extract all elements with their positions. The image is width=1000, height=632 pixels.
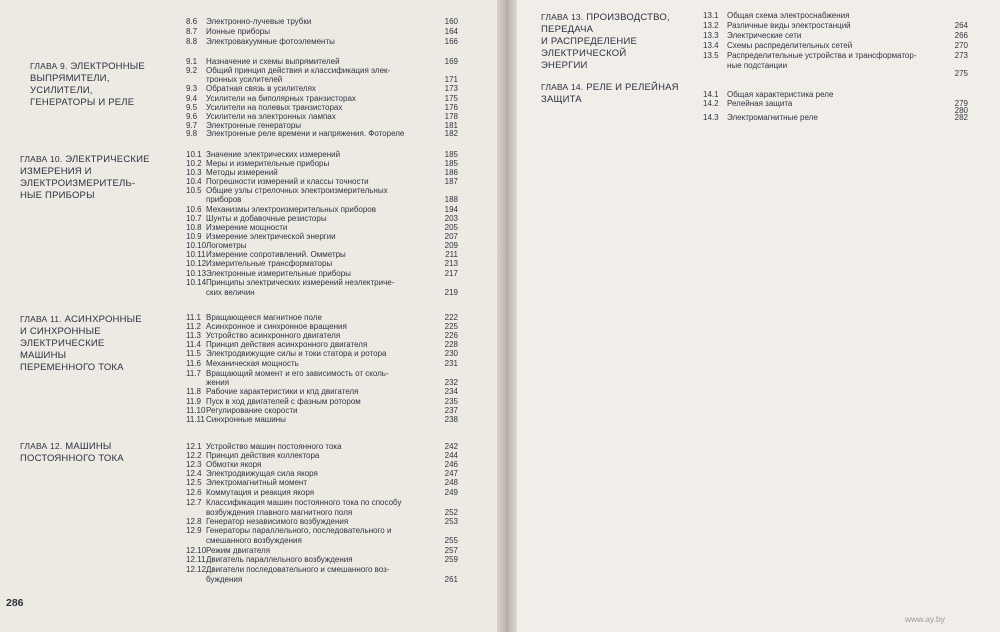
chapter-title: ПРОИЗВОДСТВО, ПЕРЕДАЧА И РАСПРЕДЕЛЕНИЕ ЭЛЕКТРИЧЕСКОЙ ЭНЕРГИИ <box>541 12 670 71</box>
entry-page: 264 <box>954 21 968 30</box>
entry-title: Различные виды электростанций <box>727 21 851 30</box>
entry-title: Принципы электрических измерений неэлектриче- <box>206 278 395 287</box>
entry-title: Асинхронное и синхронное вращения <box>206 322 347 331</box>
chapter-label: ГЛАВА 12. <box>20 441 63 451</box>
entry-number: 13.3 <box>703 31 719 40</box>
entry-number: 12.1 <box>186 442 202 451</box>
entry-number: 11.8 <box>186 387 201 396</box>
chapter-heading <box>20 153 150 202</box>
entry-number: 8.8 <box>186 37 198 46</box>
entry-number: 13.5 <box>703 51 719 60</box>
entry-title: Измерительные трансформаторы <box>206 259 333 268</box>
entry-title: Рабочие характеристики и кпд двигателя <box>206 387 359 396</box>
entry-title: Электронно-лучевые трубки <box>206 17 312 26</box>
toc-entry <box>703 113 968 123</box>
entry-title: Усилители на электронных лампах <box>206 112 336 121</box>
entry-number: 10.12 <box>186 259 207 268</box>
entry-title: Вращающееся магнитное поле <box>206 313 322 322</box>
entry-title: Двигатель параллельного возбуждения <box>206 555 353 564</box>
entry-page: 185 <box>444 159 458 168</box>
entry-page: 244 <box>444 451 458 460</box>
entry-number: 9.1 <box>186 57 198 66</box>
entry-page: 238 <box>444 415 458 424</box>
entry-title: Устройство машин постоянного тока <box>206 442 342 451</box>
entry-title: Генераторы параллельного, последовательного и <box>206 526 392 535</box>
entry-number: 14.2 <box>703 99 719 108</box>
entry-title: Принцип действия асинхронного двигателя <box>206 340 368 349</box>
entry-title: Общая схема электроснабжения <box>727 11 850 20</box>
entry-number: 11.7 <box>186 369 201 378</box>
entry-title: Релейная защита <box>727 99 793 108</box>
entry-title: Значение электрических измерений <box>206 150 341 159</box>
toc-entry <box>186 555 458 565</box>
entry-number: 13.1 <box>703 11 719 20</box>
entry-title: Назначение и схемы выпрямителей <box>206 57 340 66</box>
entry-title: Электромагнитный момент <box>206 478 308 487</box>
entry-number: 11.9 <box>186 397 201 406</box>
entry-number: 12.10 <box>186 546 207 555</box>
entry-page: 237 <box>444 406 458 415</box>
entry-number: 10.1 <box>186 150 202 159</box>
entry-title: буждения <box>206 575 243 584</box>
toc-entry <box>703 41 968 51</box>
entry-title: Обмотки якоря <box>206 460 262 469</box>
entry-title: Измерение мощности <box>206 223 288 232</box>
book-gutter <box>497 0 517 632</box>
entry-number: 10.4 <box>186 177 202 186</box>
watermark: www.ay.by <box>905 614 945 624</box>
toc-entry <box>186 415 458 425</box>
entry-page: 176 <box>444 103 458 112</box>
entry-number: 12.7 <box>186 498 202 507</box>
chapter-heading <box>20 313 142 374</box>
entry-number: 12.2 <box>186 451 202 460</box>
entry-page: 235 <box>444 397 458 406</box>
entry-title: смешанного возбуждения <box>206 536 302 545</box>
entry-page: 259 <box>444 555 458 564</box>
entry-title: Электровакуумные фотоэлементы <box>206 37 335 46</box>
entry-title: тронных усилителей <box>206 75 283 84</box>
entry-number: 12.9 <box>186 526 202 535</box>
entry-number: 12.11 <box>186 555 206 564</box>
entry-page: 249 <box>444 488 458 497</box>
entry-page: 164 <box>444 27 458 36</box>
chapter-label: ГЛАВА 14. <box>541 82 584 92</box>
entry-page: 253 <box>444 517 458 526</box>
entry-title: Электромагнитные реле <box>727 113 818 122</box>
entry-title: жения <box>206 378 230 387</box>
toc-entry <box>186 387 458 397</box>
entry-number: 10.8 <box>186 223 202 232</box>
entry-title: Электродвижущие силы и токи статора и ротора <box>206 349 387 358</box>
entry-number: 10.13 <box>186 269 207 278</box>
toc-entry <box>186 498 458 508</box>
entry-page: 270 <box>954 41 968 50</box>
entry-title: Пуск в ход двигателей с фазным ротором <box>206 397 361 406</box>
entry-title: приборов <box>206 195 242 204</box>
entry-number: 10.10 <box>186 241 207 250</box>
entry-title: Электронные генераторы <box>206 121 302 130</box>
entry-number: 12.12 <box>186 565 207 574</box>
entry-number: 10.3 <box>186 168 202 177</box>
entry-page: 282 <box>954 113 968 122</box>
entry-page: 181 <box>444 121 458 130</box>
entry-title: Общая характеристика реле <box>727 90 834 99</box>
entry-title: Общие узлы стрелочных электроизмерительных <box>206 186 388 195</box>
entry-page: 166 <box>444 37 458 46</box>
entry-title: Общий принцип действия и классификация элек- <box>206 66 391 75</box>
entry-title: Устройство асинхронного двигателя <box>206 331 341 340</box>
entry-page: 248 <box>444 478 458 487</box>
entry-number: 12.3 <box>186 460 202 469</box>
entry-title: Принцип действия коллектора <box>206 451 320 460</box>
entry-title: Электрические сети <box>727 31 802 40</box>
entry-page: 222 <box>444 313 458 322</box>
entry-number: 14.3 <box>703 113 719 122</box>
toc-entry <box>703 69 968 79</box>
entry-page: 231 <box>444 359 458 368</box>
entry-title: Электронные реле времени и напряжения. Фотореле <box>206 129 405 138</box>
toc-entry <box>186 536 458 546</box>
toc-entry <box>186 575 458 585</box>
entry-page: 275 <box>954 69 968 78</box>
entry-page: 185 <box>444 150 458 159</box>
entry-number: 10.9 <box>186 232 202 241</box>
entry-page: 209 <box>444 241 458 250</box>
entry-number: 11.2 <box>186 322 201 331</box>
entry-page: 178 <box>444 112 458 121</box>
entry-number: 14.1 <box>703 90 719 99</box>
entry-number: 10.2 <box>186 159 202 168</box>
entry-page: 171 <box>444 75 458 84</box>
toc-entry <box>186 37 458 47</box>
entry-page: 266 <box>954 31 968 40</box>
chapter-title: АСИНХРОННЫЕ И СИНХРОННЫЕ ЭЛЕКТРИЧЕСКИЕ МАШИНЫ ПЕРЕМЕННОГО ТОКА <box>20 314 142 373</box>
entry-title: Логометры <box>206 241 247 250</box>
entry-title: ные подстанции <box>727 61 788 70</box>
entry-number: 9.4 <box>186 94 198 103</box>
chapter-heading <box>541 11 670 72</box>
entry-page: 273 <box>954 51 968 60</box>
toc-entry <box>703 31 968 41</box>
toc-entry <box>703 21 968 31</box>
entry-page: 217 <box>444 269 458 278</box>
chapter-label: ГЛАВА 11. <box>20 314 62 324</box>
entry-title: Измерение электрической энергии <box>206 232 336 241</box>
toc-entry <box>186 526 458 536</box>
entry-page: 186 <box>444 168 458 177</box>
entry-page: 211 <box>445 250 458 259</box>
toc-entry <box>703 51 968 61</box>
entry-title: Измерение сопротивлений. Омметры <box>206 250 346 259</box>
entry-number: 12.8 <box>186 517 202 526</box>
entry-page: 213 <box>444 259 458 268</box>
entry-page: 226 <box>444 331 458 340</box>
entry-number: 9.8 <box>186 129 198 138</box>
entry-title: Генератор независимого возбуждения <box>206 517 349 526</box>
chapter-title: ЭЛЕКТРИЧЕСКИЕ ИЗМЕРЕНИЯ И ЭЛЕКТРОИЗМЕРИТЕЛЬ- НЫЕ ПРИБОРЫ <box>20 154 150 201</box>
toc-entry <box>186 478 458 488</box>
entry-page: 187 <box>444 177 458 186</box>
chapter-label: ГЛАВА 10. <box>20 154 63 164</box>
entry-page: 207 <box>444 232 458 241</box>
entry-title: Механизмы электроизмерительных приборов <box>206 205 377 214</box>
entry-title: Вращающий момент и его зависимость от сколь- <box>206 369 389 378</box>
toc-entry <box>186 359 458 369</box>
entry-number: 13.2 <box>703 21 719 30</box>
chapter-title: ЭЛЕКТРОННЫЕ ВЫПРЯМИТЕЛИ, УСИЛИТЕЛИ, ГЕНЕРАТОРЫ И РЕЛЕ <box>30 61 145 108</box>
chapter-title: РЕЛЕ И РЕЛЕЙНАЯ ЗАЩИТА <box>541 82 679 105</box>
entry-number: 11.5 <box>186 349 201 358</box>
chapter-label: ГЛАВА 9. <box>30 61 68 71</box>
toc-entry <box>186 288 458 298</box>
entry-page: 232 <box>444 378 458 387</box>
entry-number: 12.4 <box>186 469 202 478</box>
entry-title: Усилители на полевых транзисторах <box>206 103 343 112</box>
entry-title: Ионные приборы <box>206 27 270 36</box>
entry-title: Обратная связь в усилителях <box>206 84 316 93</box>
entry-page: 205 <box>444 223 458 232</box>
entry-number: 12.5 <box>186 478 202 487</box>
entry-number: 10.5 <box>186 186 202 195</box>
chapter-label: ГЛАВА 13. <box>541 12 584 22</box>
entry-page: 279 <box>954 99 968 108</box>
toc-entry <box>186 195 458 205</box>
chapter-heading <box>30 60 145 109</box>
entry-page: 280 <box>954 106 968 115</box>
entry-title: Распределительные устройства и трансформатор- <box>727 51 917 60</box>
entry-page: 169 <box>444 57 458 66</box>
entry-page: 257 <box>444 546 458 555</box>
entry-title: Электронные измерительные приборы <box>206 269 351 278</box>
entry-page: 242 <box>444 442 458 451</box>
entry-page: 225 <box>444 322 458 331</box>
toc-entry <box>186 278 458 288</box>
entry-page: 182 <box>444 129 458 138</box>
toc-entry <box>703 11 968 21</box>
toc-entry <box>186 488 458 498</box>
toc-entry <box>186 129 458 139</box>
entry-title: Режим двигателя <box>206 546 271 555</box>
entry-number: 10.14 <box>186 278 207 287</box>
entry-title: Регулирование скорости <box>206 406 298 415</box>
entry-title: Механическая мощность <box>206 359 299 368</box>
entry-number: 8.7 <box>186 27 198 36</box>
page-number: 286 <box>6 597 24 609</box>
entry-title: Методы измерений <box>206 168 278 177</box>
entry-page: 175 <box>444 94 458 103</box>
entry-number: 11.11 <box>186 415 205 424</box>
entry-number: 9.5 <box>186 103 198 112</box>
entry-page: 194 <box>444 205 458 214</box>
entry-title: Усилители на биполярных транзисторах <box>206 94 356 103</box>
toc-entry <box>186 84 458 94</box>
entry-number: 9.3 <box>186 84 198 93</box>
entry-number: 10.6 <box>186 205 202 214</box>
entry-page: 246 <box>444 460 458 469</box>
entry-title: Классификация машин постоянного тока по способу <box>206 498 402 507</box>
entry-title: возбуждения главного магнитного поля <box>206 508 353 517</box>
entry-page: 188 <box>444 195 458 204</box>
entry-title: Шунты и добавочные резисторы <box>206 214 327 223</box>
entry-page: 255 <box>444 536 458 545</box>
entry-title: Коммутация и реакция якоря <box>206 488 315 497</box>
entry-number: 8.6 <box>186 17 198 26</box>
entry-number: 13.4 <box>703 41 719 50</box>
chapter-title: МАШИНЫ ПОСТОЯННОГО ТОКА <box>20 441 124 464</box>
entry-title: Меры и измерительные приборы <box>206 159 330 168</box>
entry-title: Погрешности измерений и классы точности <box>206 177 369 186</box>
entry-title: ских величин <box>206 288 255 297</box>
entry-number: 11.3 <box>186 331 201 340</box>
entry-page: 230 <box>444 349 458 358</box>
entry-title: Схемы распределительных сетей <box>727 41 853 50</box>
chapter-heading <box>20 440 124 465</box>
entry-title: Синхронные машины <box>206 415 286 424</box>
toc-entry <box>186 259 458 269</box>
entry-page: 252 <box>444 508 458 517</box>
entry-number: 11.6 <box>186 359 201 368</box>
entry-number: 9.2 <box>186 66 198 75</box>
entry-page: 228 <box>444 340 458 349</box>
entry-number: 9.7 <box>186 121 198 130</box>
entry-page: 261 <box>444 575 458 584</box>
entry-number: 9.6 <box>186 112 198 121</box>
entry-title: Электродвижущая сила якоря <box>206 469 318 478</box>
toc-entry <box>186 565 458 575</box>
entry-page: 234 <box>444 387 458 396</box>
entry-page: 173 <box>444 84 458 93</box>
entry-number: 11.10 <box>186 406 206 415</box>
entry-number: 10.11 <box>186 250 206 259</box>
toc-entry <box>186 17 458 27</box>
entry-number: 11.1 <box>186 313 201 322</box>
toc-entry <box>186 349 458 359</box>
chapter-heading <box>541 81 679 106</box>
entry-title: Двигатели последовательного и смешанного воз- <box>206 565 390 574</box>
entry-number: 11.4 <box>186 340 201 349</box>
entry-page: 247 <box>444 469 458 478</box>
entry-number: 12.6 <box>186 488 202 497</box>
entry-page: 203 <box>444 214 458 223</box>
entry-page: 160 <box>444 17 458 26</box>
entry-page: 219 <box>444 288 458 297</box>
entry-number: 10.7 <box>186 214 202 223</box>
toc-entry <box>186 27 458 37</box>
